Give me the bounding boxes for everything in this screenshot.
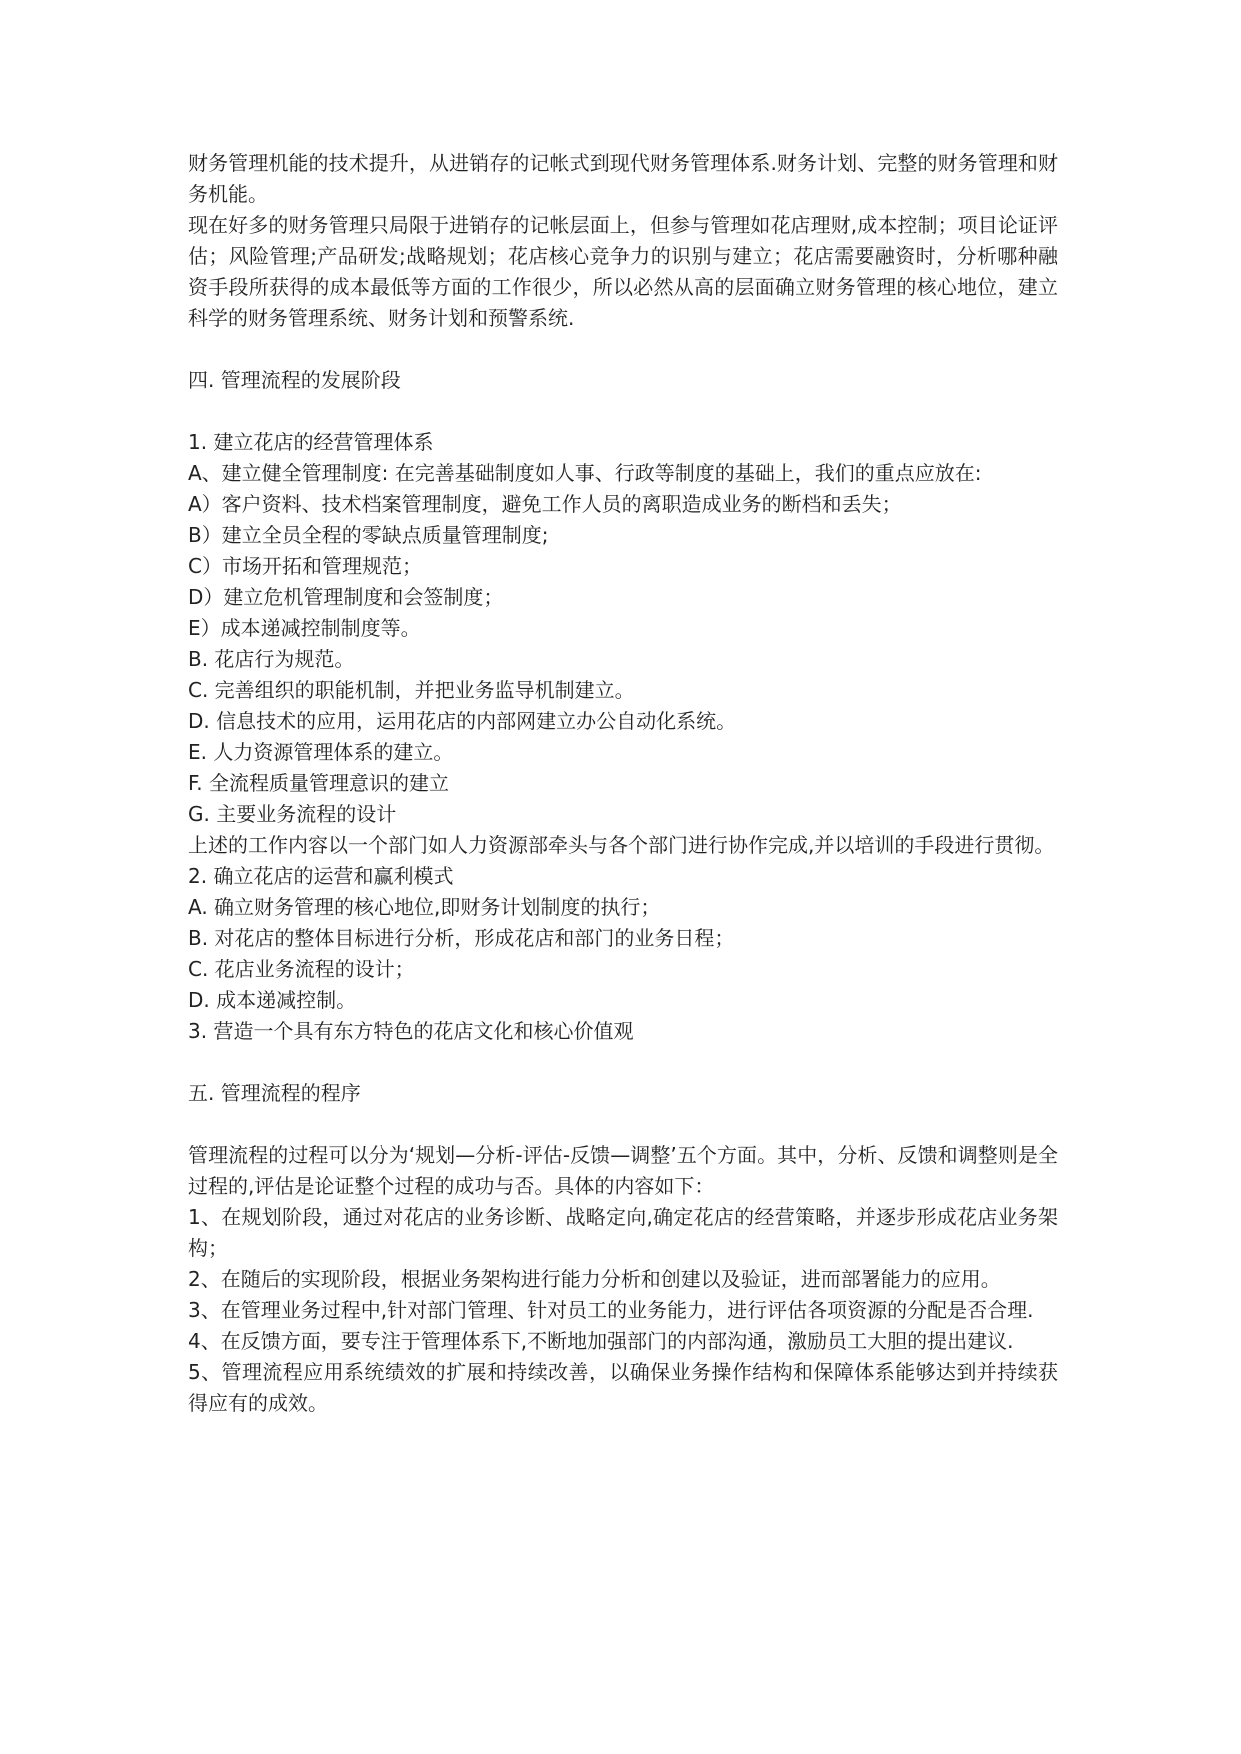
list-item: 4、在反馈方面，要专注于管理体系下,不断地加强部门的内部沟通，激励员工大胆的提出建议. xyxy=(188,1329,1014,1353)
list-item: A、建立健全管理制度: 在完善基础制度如人事、行政等制度的基础上，我们的重点应放在: xyxy=(188,461,982,485)
spacer xyxy=(188,1109,1058,1140)
list-item: B）建立全员全程的零缺点质量管理制度; xyxy=(188,523,549,547)
list-item: 1、在规划阶段，通过对花店的业务诊断、战略定向,确定花店的经营策略，并逐步形成花店业务架构； xyxy=(188,1205,1058,1260)
paragraph-summary: 上述的工作内容以一个部门如人力资源部牵头与各个部门进行协作完成,并以培训的手段进行贯彻。 xyxy=(188,833,1055,857)
list-item: D. 成本递减控制。 xyxy=(188,988,357,1012)
list-item: F. 全流程质量管理意识的建立 xyxy=(188,771,450,795)
list-item: E. 人力资源管理体系的建立。 xyxy=(188,740,454,764)
list-item: 5、管理流程应用系统绩效的扩展和持续改善，以确保业务操作结构和保障体系能够达到并持续获得应有的成效。 xyxy=(188,1360,1058,1415)
list-item: D. 信息技术的应用，运用花店的内部网建立办公自动化系统。 xyxy=(188,709,737,733)
list-item: 3. 营造一个具有东方特色的花店文化和核心价值观 xyxy=(188,1019,634,1043)
spacer xyxy=(188,396,1058,427)
list-item: E）成本递减控制制度等。 xyxy=(188,616,421,640)
list-item: 2、在随后的实现阶段，根据业务架构进行能力分析和创建以及验证，进而部署能力的应用。 xyxy=(188,1267,1001,1291)
spacer xyxy=(188,334,1058,365)
list-item: A）客户资料、技术档案管理制度，避免工作人员的离职造成业务的断档和丢失； xyxy=(188,492,902,516)
paragraph-process-intro: 管理流程的过程可以分为‘规划—分析-评估-反馈—调整’五个方面。其中，分析、反馈和调整则是全过程的,评估是论证整个过程的成功与否。具体的内容如下： xyxy=(188,1143,1058,1198)
section-heading-5: 五. 管理流程的程序 xyxy=(188,1081,361,1105)
document-page xyxy=(188,148,1058,1419)
list-item: C. 花店业务流程的设计； xyxy=(188,957,415,981)
list-item: 2. 确立花店的运营和赢利模式 xyxy=(188,864,454,888)
list-item: D）建立危机管理制度和会签制度； xyxy=(188,585,504,609)
list-item: 3、在管理业务过程中,针对部门管理、针对员工的业务能力，进行评估各项资源的分配是否合理. xyxy=(188,1298,1034,1322)
paragraph-finance-intro: 财务管理机能的技术提升，从进销存的记帐式到现代财务管理体系.财务计划、完整的财务管理和财务机能。 xyxy=(188,151,1058,206)
spacer xyxy=(188,1047,1058,1078)
list-item: C. 完善组织的职能机制，并把业务监导机制建立。 xyxy=(188,678,635,702)
list-item: C）市场开拓和管理规范； xyxy=(188,554,422,578)
section-heading-4: 四. 管理流程的发展阶段 xyxy=(188,368,401,392)
list-item: A. 确立财务管理的核心地位,即财务计划制度的执行； xyxy=(188,895,661,919)
list-item: G. 主要业务流程的设计 xyxy=(188,802,397,826)
paragraph-finance-current: 现在好多的财务管理只局限于进销存的记帐层面上，但参与管理如花店理财,成本控制；项目论证评估；风险管理;产品研发;战略规划；花店核心竞争力的识别与建立；花店需要融资时，分析哪种融资手段所获得的成本最低等方面的工作很少，所以必然从高的层面确立财务管理的核心地位，建立科学的财务管理系统、财务计划和预警系统. xyxy=(188,213,1058,330)
list-item: B. 花店行为规范。 xyxy=(188,647,355,671)
list-item: B. 对花店的整体目标进行分析，形成花店和部门的业务日程； xyxy=(188,926,735,950)
list-item: 1. 建立花店的经营管理体系 xyxy=(188,430,434,454)
